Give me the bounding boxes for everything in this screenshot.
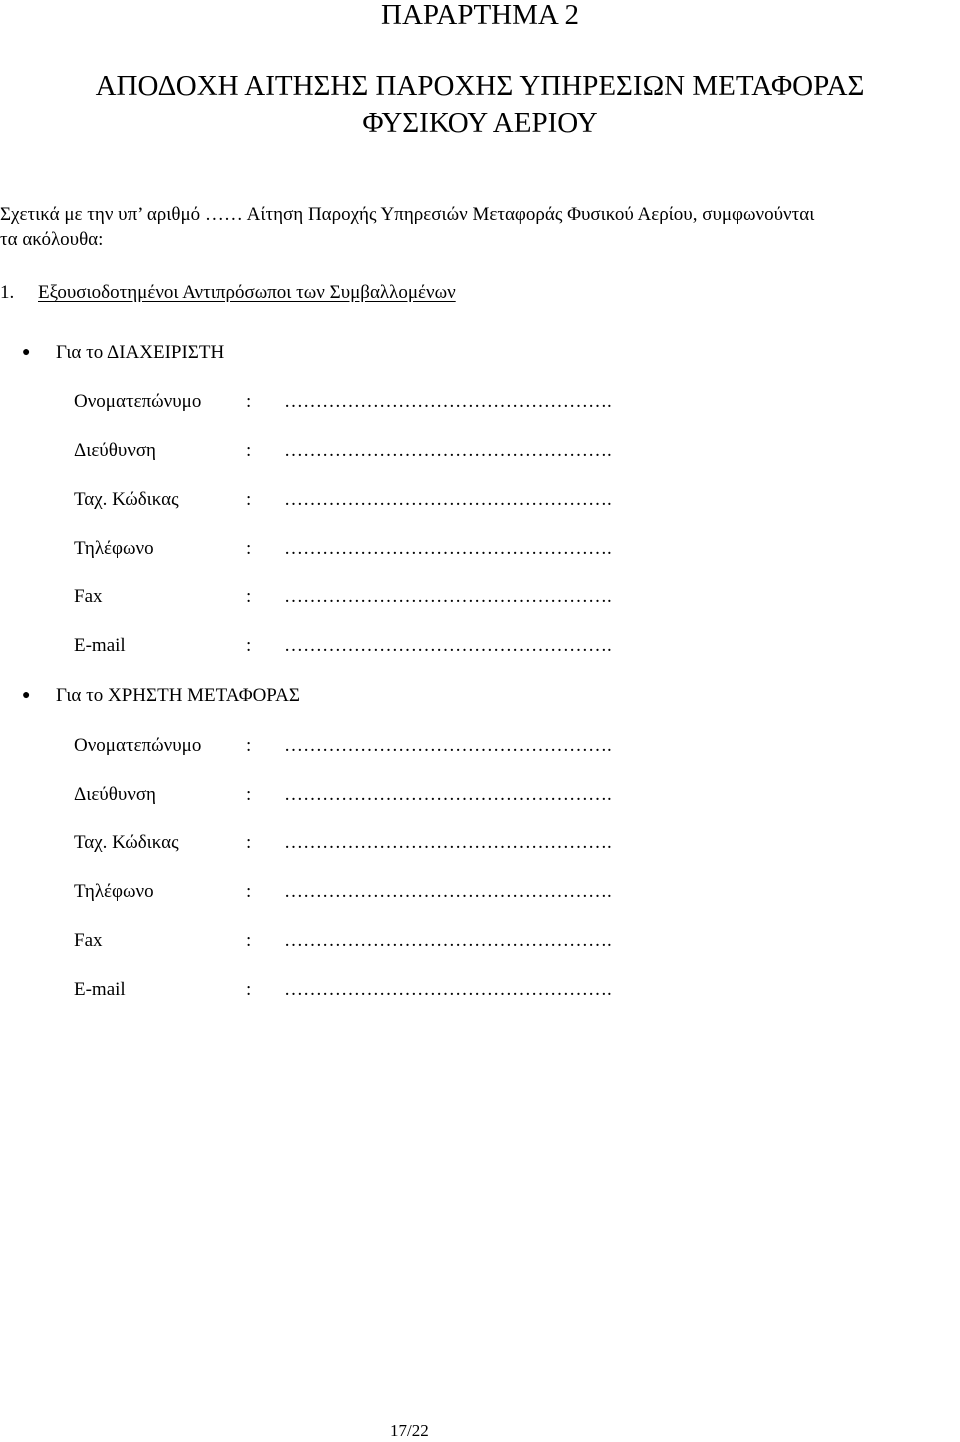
field-label-fax: Fax <box>74 930 103 951</box>
field-label-postal-code: Ταχ. Κώδικας <box>74 489 179 510</box>
intro-paragraph-line-2: τα ακόλουθα: <box>0 229 104 250</box>
field-colon: : <box>246 489 252 510</box>
section-heading-text: Εξουσιοδοτημένοι Αντιπρόσωποι των Συμβαλλομένων <box>38 282 456 303</box>
document-title-line-2: ΦΥΣΙΚΟΥ ΑΕΡΙΟΥ <box>362 107 598 139</box>
intro-paragraph-line-1: Σχετικά με την υπ’ αριθμό …… Αίτηση Παροχής Υπηρεσιών Μεταφοράς Φυσικού Αερίου, συμφωνούνται <box>0 204 815 225</box>
field-colon: : <box>246 635 252 656</box>
document-title-line-1: ΑΠΟΔΟΧΗ ΑΙΤΗΣΗΣ ΠΑΡΟΧΗΣ ΥΠΗΡΕΣΙΩΝ ΜΕΤΑΦΟΡΑΣ <box>95 70 865 102</box>
field-value-phone[interactable]: ……………………………………………. <box>284 538 612 559</box>
field-value-email[interactable]: ……………………………………………. <box>284 635 612 656</box>
field-colon: : <box>246 930 252 951</box>
field-value-phone[interactable]: ……………………………………………. <box>284 881 612 902</box>
field-value-full-name[interactable]: ……………………………………………. <box>284 735 612 756</box>
bullet-icon: ● <box>22 345 31 360</box>
field-label-address: Διεύθυνση <box>74 440 156 461</box>
field-label-address: Διεύθυνση <box>74 784 156 805</box>
section-number: 1. <box>0 282 15 303</box>
field-label-email: E-mail <box>74 979 126 1000</box>
field-value-fax[interactable]: ……………………………………………. <box>284 586 612 607</box>
field-value-fax[interactable]: ……………………………………………. <box>284 930 612 951</box>
field-label-email: E-mail <box>74 635 126 656</box>
field-colon: : <box>246 784 252 805</box>
field-value-full-name[interactable]: ……………………………………………. <box>284 391 612 412</box>
party-title: Για το ΧΡΗΣΤΗ ΜΕΤΑΦΟΡΑΣ <box>56 685 300 706</box>
field-colon: : <box>246 440 252 461</box>
field-label-fax: Fax <box>74 586 103 607</box>
bullet-icon: ● <box>22 688 31 703</box>
field-label-full-name: Ονοματεπώνυμο <box>74 391 202 412</box>
field-value-address[interactable]: ……………………………………………. <box>284 440 612 461</box>
field-value-postal-code[interactable]: ……………………………………………. <box>284 489 612 510</box>
field-label-postal-code: Ταχ. Κώδικας <box>74 832 179 853</box>
field-colon: : <box>246 586 252 607</box>
field-colon: : <box>246 735 252 756</box>
party-heading-operator <box>22 341 224 365</box>
field-label-phone: Τηλέφωνο <box>74 538 154 559</box>
field-value-postal-code[interactable]: ……………………………………………. <box>284 832 612 853</box>
field-label-phone: Τηλέφωνο <box>74 881 154 902</box>
field-colon: : <box>246 979 252 1000</box>
field-colon: : <box>246 391 252 412</box>
field-colon: : <box>246 881 252 902</box>
annex-title: ΠΑΡΑΡΤΗΜΑ 2 <box>381 0 579 31</box>
field-colon: : <box>246 832 252 853</box>
field-label-full-name: Ονοματεπώνυμο <box>74 735 202 756</box>
field-value-email[interactable]: ……………………………………………. <box>284 979 612 1000</box>
page-number: 17/22 <box>390 1421 429 1440</box>
party-heading-transmission-user <box>22 684 300 708</box>
field-value-address[interactable]: ……………………………………………. <box>284 784 612 805</box>
field-colon: : <box>246 538 252 559</box>
section-heading <box>0 281 456 305</box>
party-title: Για το ΔΙΑΧΕΙΡΙΣΤΗ <box>56 342 225 363</box>
